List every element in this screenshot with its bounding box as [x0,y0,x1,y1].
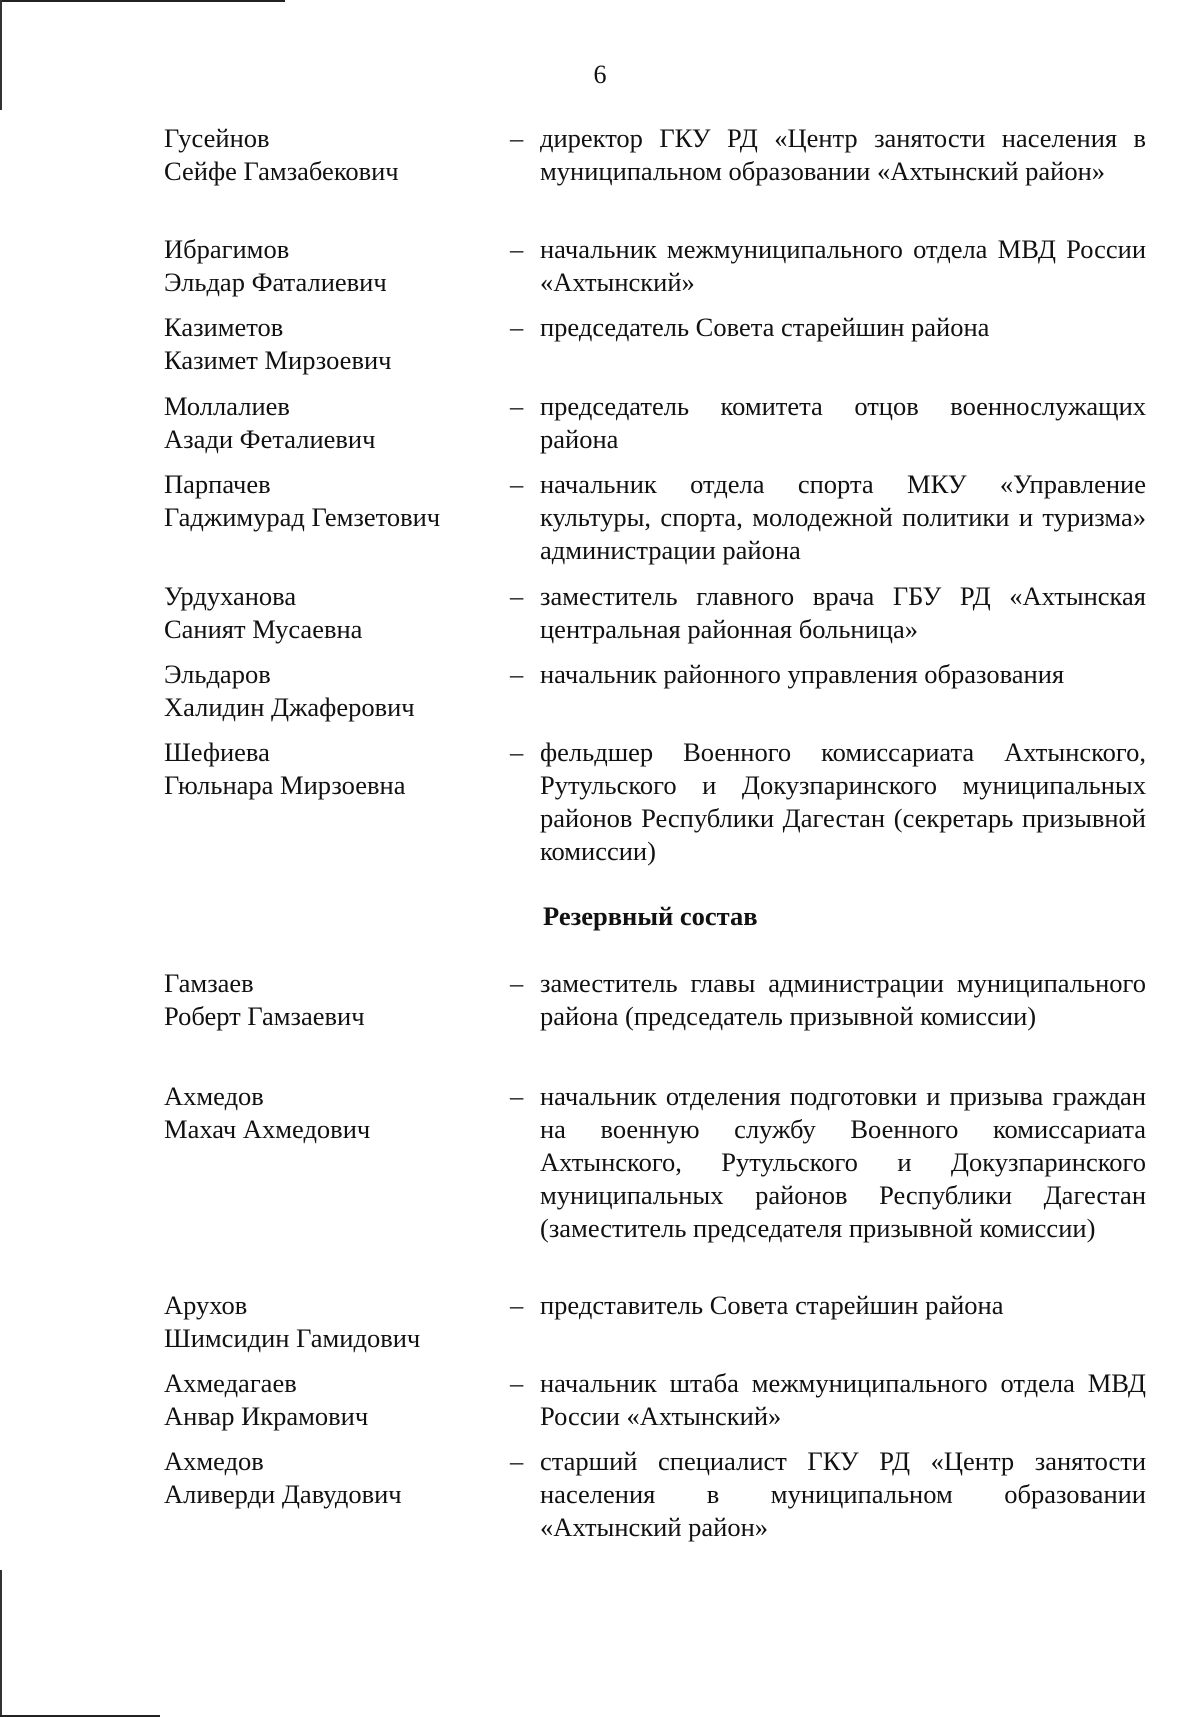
member-given-name: Эльдар Фаталиевич [164,267,387,297]
member-name [164,580,504,646]
dash: – [510,312,524,342]
member-position [510,122,1146,188]
dash: – [510,234,524,264]
member-name [164,736,504,802]
member-name [164,468,504,534]
dash: – [510,737,524,767]
member-name [164,1445,504,1511]
member-position-text: начальник штаба межмуниципального отдела МВД России «Ахтынский» [540,1368,1146,1431]
dash: – [510,469,524,499]
member-name [164,967,504,1033]
dash: – [510,391,524,421]
member-position [510,1080,1146,1245]
member-surname: Шефиева [164,737,270,767]
member-position-text: представитель Совета старейшин района [540,1290,1004,1320]
member-position-text: фельдшер Военного комиссариата Ахтынского, Рутульского и Докузпаринского муниципальных районов Республики Дагестан (секретарь призывной комиссии) [540,737,1146,866]
member-name [164,390,504,456]
member-surname: Ахмедагаев [164,1368,297,1398]
member-position [510,311,1146,344]
member-given-name: Сейфе Гамзабекович [164,156,399,186]
member-surname: Гамзаев [164,968,254,998]
member-surname: Моллалиев [164,391,290,421]
member-surname: Ахмедов [164,1081,264,1111]
member-position [510,1367,1146,1433]
member-position [510,967,1146,1033]
member-position [510,390,1146,456]
dash: – [510,1081,524,1111]
member-position-text: директор ГКУ РД «Центр занятости населения в муниципальном образовании «Ахтынский район» [540,123,1146,186]
member-position-text: председатель комитета отцов военнослужащих района [540,391,1146,454]
dash: – [510,1446,524,1476]
member-name [164,311,504,377]
member-given-name: Анвар Икрамович [164,1401,369,1431]
member-position [510,233,1146,299]
member-given-name: Казимет Мирзоевич [164,345,392,375]
member-position [510,468,1146,567]
member-given-name: Махач Ахмедович [164,1114,371,1144]
member-given-name: Шимсидин Гамидович [164,1323,421,1353]
member-position [510,580,1146,646]
member-surname: Парпачев [164,469,271,499]
member-surname: Эльдаров [164,659,271,689]
reserve-section-title: Резервный состав [543,901,758,931]
member-position-text: начальник отделения подготовки и призыва граждан на военную службу Военного комиссариата Ахтынского, Рутульского и Докузпаринского муниципальных районов Республики Дагестан (заместитель председателя призывной комиссии) [540,1081,1146,1243]
member-name [164,233,504,299]
member-given-name: Роберт Гамзаевич [164,1001,365,1031]
member-position-text: начальник межмуниципального отдела МВД России «Ахтынский» [540,234,1146,297]
member-surname: Гусейнов [164,123,270,153]
member-surname: Ахмедов [164,1446,264,1476]
member-position-text: начальник отдела спорта МКУ «Управление культуры, спорта, молодежной политики и туризма» администрации района [540,469,1146,565]
member-given-name: Гюльнара Мирзоевна [164,770,406,800]
member-given-name: Гаджимурад Гемзетович [164,502,441,532]
page-number: 6 [593,60,607,89]
member-position [510,736,1146,868]
member-name [164,658,504,724]
member-position-text: заместитель главы администрации муниципального района (председатель призывной комиссии) [540,968,1146,1031]
member-given-name: Азади Феталиевич [164,424,376,454]
member-position-text: председатель Совета старейшин района [540,312,990,342]
member-name [164,1367,504,1433]
member-name [164,1289,504,1355]
member-position-text: заместитель главного врача ГБУ РД «Ахтынская центральная районная больница» [540,581,1146,644]
member-position [510,658,1146,691]
dash: – [510,123,524,153]
dash: – [510,1368,524,1398]
dash: – [510,968,524,998]
member-position-text: старший специалист ГКУ РД «Центр занятости населения в муниципальном образовании «Ахтынский район» [540,1446,1146,1542]
member-given-name: Аливерди Давудович [164,1479,402,1509]
member-surname: Арухов [164,1290,248,1320]
member-position [510,1289,1146,1322]
member-position-text: начальник районного управления образования [540,659,1065,689]
dash: – [510,581,524,611]
member-name [164,122,504,188]
member-name [164,1080,504,1146]
member-given-name: Саният Мусаевна [164,614,363,644]
member-position [510,1445,1146,1544]
member-surname: Казиметов [164,312,284,342]
dash: – [510,1290,524,1320]
member-given-name: Халидин Джаферович [164,692,415,722]
member-surname: Урдуханова [164,581,297,611]
dash: – [510,659,524,689]
member-surname: Ибрагимов [164,234,290,264]
